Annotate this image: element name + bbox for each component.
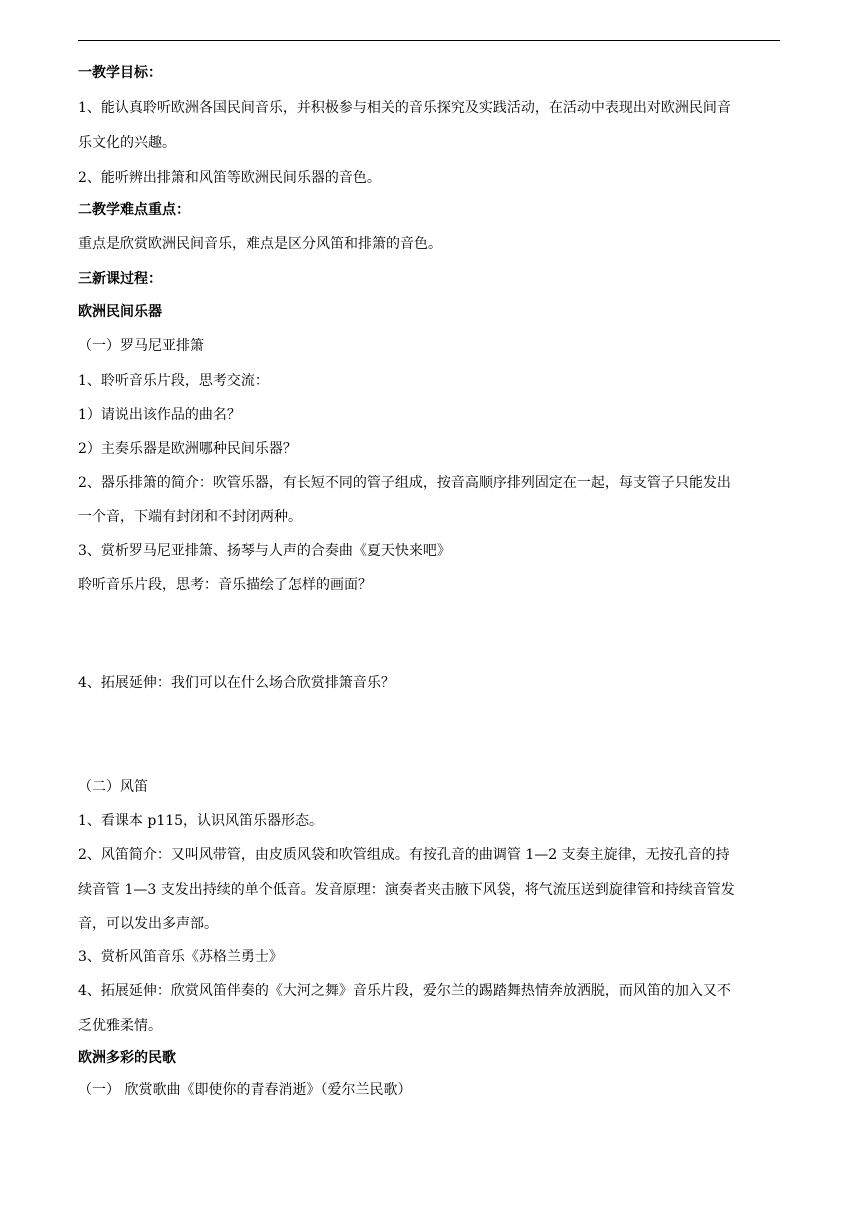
subsection-bagpipe: （二）风笛 [78,779,148,795]
panpipe-step-3: 3、赏析罗马尼亚排箫、扬琴与人声的合奏曲《夏天快来吧》 [78,543,451,559]
objective-1-line-1: 1、能认真聆听欧洲各国民间音乐，并积极参与相关的音乐探究及实践活动，在活动中表现出对欧洲民间音 [78,100,731,116]
objective-2: 2、能听辨出排箫和风笛等欧洲民间乐器的音色。 [78,170,381,186]
bagpipe-intro-line-1: 2、风笛简介：又叫风带管，由皮质风袋和吹管组成。有按孔音的曲调管 1—2 支奏主旋律，无按孔音的持 [78,847,730,863]
bagpipe-intro-line-2: 续音管 1—3 支发出持续的单个低音。发音原理：演奏者夹击腋下风袋，将气流压送到旋律管和持续音管发 [78,882,735,898]
panpipe-question-2: 2）主奏乐器是欧洲哪种民间乐器？ [78,441,297,457]
bagpipe-intro-line-3: 音，可以发出多声部。 [78,916,218,932]
subheading-instruments: 欧洲民间乐器 [78,304,162,320]
panpipe-step-1: 1、聆听音乐片段，思考交流： [78,373,269,389]
bagpipe-step-1: 1、看课本 p115，认识风笛乐器形态。 [78,813,324,829]
key-points-text: 重点是欣赏欧洲民间音乐，难点是区分风笛和排箫的音色。 [78,236,442,252]
section-heading-process: 三新课过程： [78,271,162,287]
panpipe-question-1: 1）请说出该作品的曲名？ [78,407,241,423]
bagpipe-step-4-line-2: 乏优雅柔情。 [78,1018,162,1034]
bagpipe-step-4-line-1: 4、拓展延伸：欣赏风笛伴奏的《大河之舞》音乐片段，爱尔兰的踢踏舞热情奔放洒脱，而风笛的加入又不 [78,983,731,999]
section-heading-objectives: 一教学目标： [78,65,162,81]
subsection-panpipe: （一）罗马尼亚排箫 [78,338,204,354]
panpipe-intro-line-1: 2、器乐排箫的简介：吹管乐器，有长短不同的管子组成，按音高顺序排列固定在一起，每支管子只能发出 [78,475,731,491]
panpipe-listen-prompt: 聆听音乐片段，思考：音乐描绘了怎样的画面？ [78,577,372,593]
bagpipe-step-3: 3、赏析风笛音乐《苏格兰勇士》 [78,949,283,965]
panpipe-intro-line-2: 一个音，下端有封闭和不封闭两种。 [78,509,302,525]
panpipe-step-4: 4、拓展延伸：我们可以在什么场合欣赏排箫音乐？ [78,675,395,691]
folk-song-item-1: （一） 欣赏歌曲《即使你的青春消逝》（爱尔兰民歌） [78,1082,412,1098]
objective-1-line-2: 乐文化的兴趣。 [78,135,176,151]
subheading-folk-songs: 欧洲多彩的民歌 [78,1050,176,1066]
header-rule [78,40,780,41]
section-heading-key-points: 二教学难点重点： [78,202,190,218]
